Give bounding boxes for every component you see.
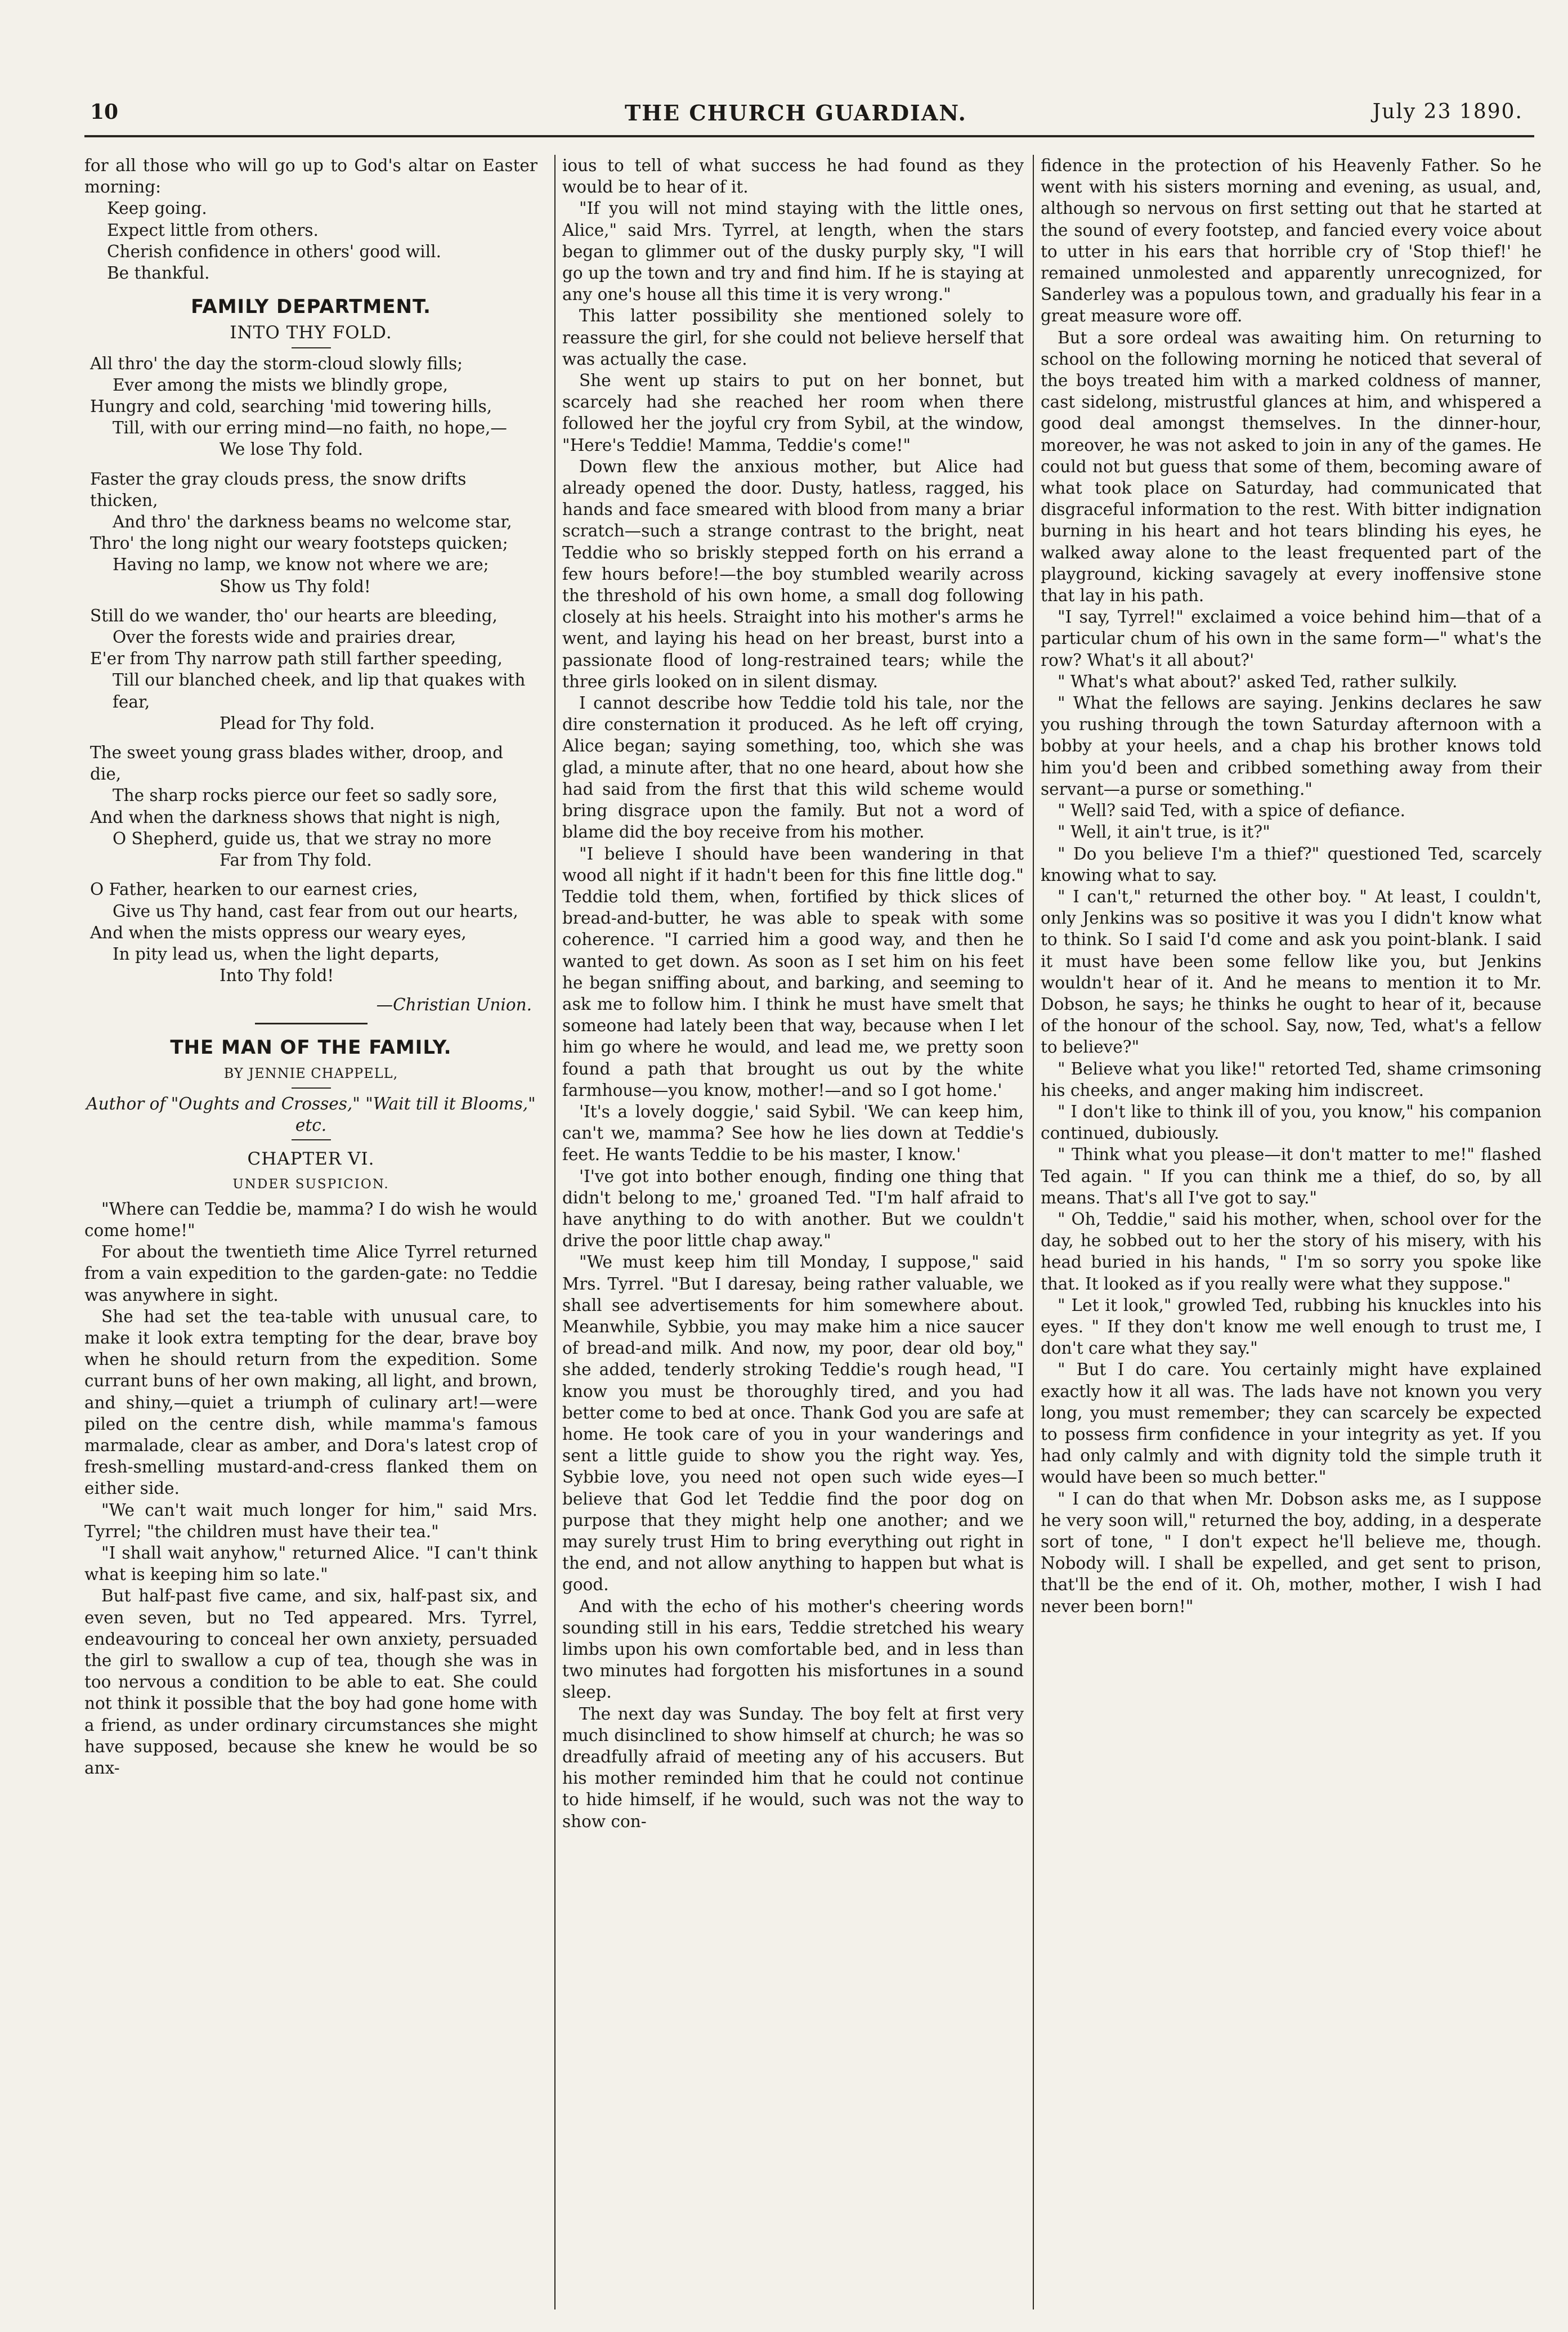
verse-line: Give us Thy hand, cast fear from out our hearts,: [113, 901, 518, 921]
divider: [292, 1139, 331, 1140]
verse-line: Show us Thy fold!: [219, 576, 371, 596]
story-paragraph: And with the echo of his mother's cheering words sounding still in his ears, Teddie stretched his weary limbs upon his own comfortable bed, and in less than two minutes had forgotten his misfortunes in a sound sleep.: [562, 1596, 1024, 1702]
story-paragraph: " Think what you please—it don't matter to me!" flashed Ted again. " If you can think me a thief, do so, by all means. That's all I've got to say.": [1041, 1145, 1542, 1207]
chapter-heading: CHAPTER VI.: [247, 1149, 375, 1170]
story-paragraph: But a sore ordeal was awaiting him. On returning to school on the following morning he noticed that several of the boys treated him with a marked coldness of manner, cast sidelong, mistrustful glances at him, and whispered a good deal amongst themselves. In the dinner-hour, moreover, he was not asked to join in any of the games. He could not but guess that some of them, becoming aware of what took place on Saturday, had communicated that disgraceful information to the rest. With bitter indignation burning in his heart and hot tears blinding his eyes, he walked away alone to the least frequented part of the playground, kicking savagely at every inoffensive stone that lay in his path.: [1041, 328, 1542, 606]
column-1: [84, 155, 537, 2309]
verse-line: Far from Thy fold.: [219, 851, 372, 870]
list-item: Cherish confidence in others' good will.: [107, 241, 441, 261]
verse-line: Into Thy fold!: [219, 966, 334, 986]
issue-date: July 23 1890.: [1372, 100, 1523, 123]
story-paragraph: " I can do that when Mr. Dobson asks me, as I suppose he very soon will," returned the boy, adding, in a desperate sort of tone, " I don't expect he'll believe me, though. Nobody will. I shall be expelled, and get sent to prison, that'll be the end of it. Oh, mother, mother, I wish I had never been born!": [1041, 1489, 1542, 1616]
verse-line: The sharp rocks pierce our feet so sadly sore,: [113, 786, 498, 805]
page-number: 10: [90, 100, 119, 124]
verse-line: Faster the gray clouds press, the snow drifts thicken,: [90, 469, 467, 510]
verse-line: Having no lamp, we know not where we are;: [113, 555, 489, 575]
poem-stanza: [84, 605, 537, 734]
verse-line: And thro' the darkness beams no welcome star,: [113, 512, 512, 532]
chapter-subheading: UNDER SUSPICION.: [232, 1176, 389, 1192]
story-paragraph: " Believe what you like!" retorted Ted, shame crimsoning his cheeks, and anger making him indiscreet.: [1041, 1059, 1542, 1100]
story-paragraph: She had set the tea-table with unusual care, to make it look extra tempting for the dear, brave boy when he should return from the expedition. Some currant buns of her own making, all light, and brown, and shiny,—quiet a triumph of culinary art!—were piled on the centre dish, while mamma's famous marmalade, clear as amber, and Dora's latest crop of fresh-smelling mustard-and-cress flanked them on either side.: [84, 1306, 537, 1498]
verse-line: Still do we wander, tho' our hearts are bleeding,: [90, 606, 498, 625]
column-3: [1033, 155, 1542, 2309]
story-paragraph: 'I've got into bother enough, finding one thing that didn't belong to me,' groaned Ted. "I'm half afraid to have anything to do with another. But we couldn't drive the poor little chap away.": [562, 1166, 1024, 1251]
verse-line: E'er from Thy narrow path still farther speeding,: [90, 649, 503, 669]
verse-line: And when the mists oppress our weary eyes,: [90, 923, 467, 942]
story-paragraph: " Let it look," growled Ted, rubbing his knuckles into his eyes. " If they don't know me well enough to trust me, I don't care what they say.": [1041, 1295, 1542, 1358]
story-paragraph: " Do you believe I'm a thief?" questioned Ted, scarcely knowing what to say.: [1041, 844, 1542, 885]
verse-line: We lose Thy fold.: [219, 440, 364, 459]
verse-line: The sweet young grass blades wither, droop, and die,: [90, 743, 503, 784]
story-paragraph: " Oh, Teddie," said his mother, when, school over for the day, he sobbed out to her the story of his misery, with his head buried in his hands, " I'm so sorry you spoke like that. It looked as if you really were what they suppose.": [1041, 1209, 1542, 1293]
column-2: [554, 155, 1024, 2309]
verse-line: Plead for Thy fold.: [219, 713, 375, 733]
verse-line: O Shepherd, guide us, that we stray no more: [113, 829, 492, 848]
divider: [292, 1087, 331, 1089]
story-paragraph: Down flew the anxious mother, but Alice had already opened the door. Dusty, hatless, ragged, his hands and face smeared with blood from many a briar scratch—such a strange contrast to the bright, neat Teddie who so briskly stepped forth on his errand a few hours before!—the boy stumbled wearily across the threshold of his own home, a small dog following closely at his heels. Straight into his mother's arms he went, and laying his head on her breast, burst into a passionate flood of long-restrained tears; while the three girls looked on in silent dismay.: [562, 456, 1024, 691]
story-paragraph: "I shall wait anyhow," returned Alice. "I can't think what is keeping him so late.": [84, 1543, 537, 1584]
story-paragraph: " Well, it ain't true, is it?": [1058, 822, 1270, 842]
story-title: THE MAN OF THE FAMILY.: [170, 1036, 452, 1059]
poem-stanza: [84, 353, 537, 460]
verse-line: Hungry and cold, searching 'mid towering hills,: [90, 397, 492, 417]
story-paragraph: The next day was Sunday. The boy felt at first very much disinclined to show himself at church; he was so dreadfully afraid of meeting any of his accusers. But his mother reminded him that he could not continue to hide himself, if he would, such was not the way to show con-: [562, 1704, 1024, 1831]
story-paragraph: But half-past five came, and six, half-past six, and even seven, but no Ted appeared. Mrs. Tyrrel, endeavouring to conceal her own anxiety, persuaded the girl to swallow a cup of tea, though she was in too nervous a condition to be able to eat. She could not think it possible that the boy had gone home with a friend, as under ordinary circumstances she might have supposed, because she knew he would be so anx-: [84, 1586, 537, 1778]
verse-line: Over the forests wide and prairies drear,: [113, 628, 456, 647]
story-byline: BY JENNIE CHAPPELL,: [223, 1065, 398, 1081]
verse-line: Till, with our erring mind—no faith, no hope,—: [113, 418, 507, 438]
story-paragraph: " What the fellows are saying. Jenkins declares he saw you rushing through the town Saturday afternoon with a bobby at your heels, and a chap his brother knows told him you'd been and cribbed something away from their servant—a purse or something.": [1041, 693, 1542, 799]
poem-title: INTO THY FOLD.: [230, 323, 392, 343]
story-paragraph: She went up stairs to put on her bonnet, but scarcely had she reached her room when there followed her the joyful cry from Sybil, at the window, "Here's Teddie! Mamma, Teddie's come!": [562, 371, 1024, 455]
header-rule: [84, 135, 1534, 137]
story-paragraph: " What's what about?' asked Ted, rather sulkily.: [1058, 672, 1458, 691]
story-paragraph: This latter possibility she mentioned solely to reassure the girl, for she could not believe herself that was actually the case.: [562, 306, 1024, 369]
story-paragraph: " I can't," returned the other boy. " At least, I couldn't, only Jenkins was so positive it was you I didn't know what to think. So I said I'd come and ask you point-blank. I said it must have been some fellow like you, but Jenkins wouldn't hear of it. And he means to mention it to Mr. Dobson, he says; he thinks he ought to hear of it, because of the honour of the school. Say, now, Ted, what's a fellow to believe?": [1041, 887, 1542, 1057]
story-paragraph: fidence in the protection of his Heavenly Father. So he went with his sisters morning and evening, as usual, and, although so nervous on first setting out that he started at the sound of every footstep, and fancied every voice about to utter in his ears that horrible cry of 'Stop thief!' he remained unmolested and apparently unrecognized, for Sanderley was a populous town, and gradually his fear in a great measure wore off.: [1041, 156, 1542, 326]
verse-line: And when the darkness shows that night is nigh,: [90, 807, 501, 827]
list-item: Keep going.: [107, 199, 207, 218]
verse-line: Ever among the mists we blindly grope,: [113, 375, 448, 395]
story-paragraph: "If you will not mind staying with the little ones, Alice," said Mrs. Tyrrel, at length, when the stars began to glimmer out of the dusky purply sky, "I will go up the town and try and find him. If he is staying at any one's house all this time it is very wrong.": [562, 199, 1024, 305]
story-paragraph: 'It's a lovely doggie,' said Sybil. 'We can keep him, can't we, mamma? See how he lies down at Teddie's feet. He wants Teddie to be his master, I know.': [562, 1102, 1024, 1165]
poem-stanza: [84, 879, 537, 986]
poem-stanza: [84, 468, 537, 597]
story-paragraph: ious to tell of what success he had found as they would be to hear of it.: [562, 156, 1024, 197]
poem-stanza: [84, 742, 537, 871]
story-paragraph: " But I do care. You certainly might have explained exactly how it all was. The lads have not known you very long, you must remember; they can scarcely be expected to possess firm confidence in your integrity as yet. If you had only calmly and with dignity told the simple truth it would have been so much better.": [1041, 1360, 1542, 1487]
story-paragraph: "We must keep him till Monday, I suppose," said Mrs. Tyrrel. "But I daresay, being rather valuable, we shall see advertisements for him somewhere about. Meanwhile, Sybbie, you may make him a nice saucer of bread-and milk. And now, my poor, dear old boy," she added, tenderly stroking Teddie's rough head, "I know you must be thoroughly tired, and you had better come to bed at once. Thank God you are safe at home. He took care of you in your wanderings and sent a little guide to show you the right way. Yes, Sybbie love, you need not open such wide eyes—I believe that God let Teddie find the poor dog on purpose that they might help one another; and we may surely trust Him to bring everything out right in the end, and not allow anything to happen but what is good.: [562, 1252, 1024, 1595]
story-paragraph: "We can't wait much longer for him," said Mrs. Tyrrel; "the children must have their tea.": [84, 1500, 537, 1541]
newspaper-title: THE CHURCH GUARDIAN.: [625, 100, 967, 126]
divider: [292, 347, 331, 348]
story-paragraph: For about the twentieth time Alice Tyrrel returned from a vain expedition to the garden-gate: no Teddie was anywhere in sight.: [84, 1242, 537, 1305]
family-department-heading: FAMILY DEPARTMENT.: [191, 296, 431, 319]
page-header: [84, 90, 1534, 141]
verse-line: Till our blanched cheek, and lip that quakes with fear,: [113, 670, 526, 711]
verse-line: O Father, hearken to our earnest cries,: [90, 880, 418, 899]
verse-line: Thro' the long night our weary footsteps quicken;: [90, 534, 508, 553]
story-paragraph: "Where can Teddie be, mamma? I do wish he would come home!": [84, 1199, 537, 1240]
author-note: Author of "Oughts and Crosses," "Wait till it Blooms," etc.: [86, 1094, 536, 1135]
story-paragraph: " Well? said Ted, with a spice of defiance.: [1058, 801, 1406, 821]
poem-source: —Christian Union.: [376, 995, 532, 1015]
story-paragraph: " I don't like to think ill of you, you know," his companion continued, dubiously.: [1041, 1102, 1542, 1143]
story-paragraph: I cannot describe how Teddie told his tale, nor the dire consternation it produced. As he left off crying, Alice began; saying something, too, which she was glad, a minute after, that no one heard, about how she had said from the first that this wild scheme would bring disgrace upon the family. But not a word of blame did the boy receive from his mother.: [562, 693, 1024, 842]
verse-line: In pity lead us, when the light departs,: [113, 944, 440, 964]
intro-text: for all those who will go up to God's altar on Easter morning:: [84, 156, 537, 197]
list-item: Be thankful.: [107, 263, 210, 283]
list-item: Expect little from others.: [107, 220, 319, 240]
story-paragraph: "I believe I should have been wandering in that wood all night if it hadn't been for this fine little dog." Teddie told them, when, fortified by thick slices of bread-and-butter, he was able to speak with some coherence. "I carried him a good way, and then he wanted to get down. As soon as I set him on his feet he began sniffing about, and barking, and seeming to ask me to follow him. I think he must have smelt that someone had lately been that way, because when I let him go where he would, and lead me, we pretty soon found a path that brought us out by the white farmhouse—you know, mother!—and so I got home.': [562, 844, 1024, 1100]
divider: [255, 1023, 368, 1024]
verse-line: All thro' the day the storm-cloud slowly fills;: [90, 353, 463, 373]
story-paragraph: "I say, Tyrrel!" exclaimed a voice behind him—that of a particular chum of his own in the same form—" what's the row? What's it all about?': [1041, 607, 1542, 670]
